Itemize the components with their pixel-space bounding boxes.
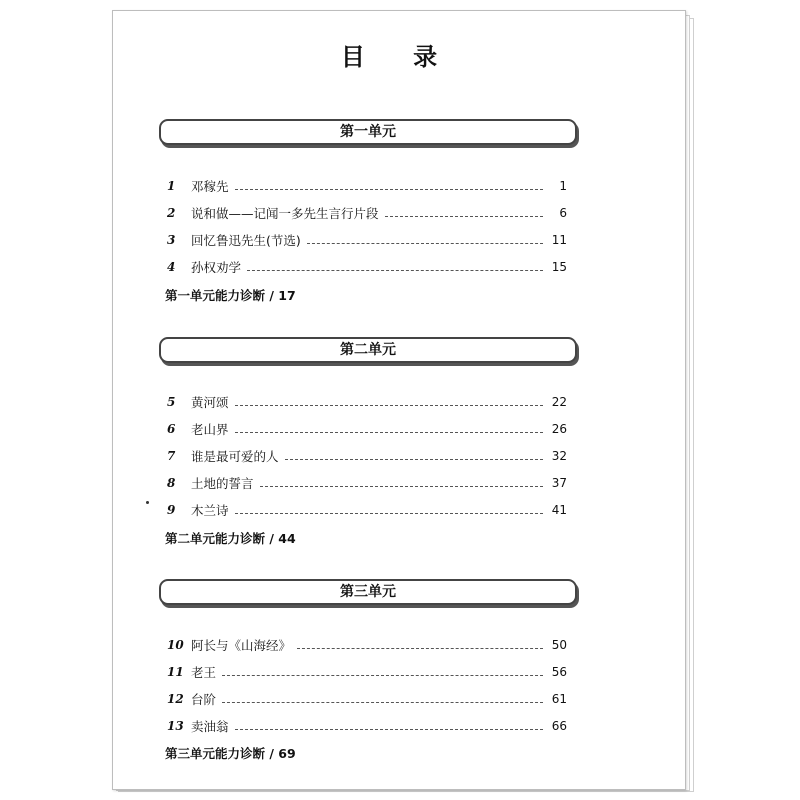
entry-page: 26 bbox=[551, 422, 567, 436]
dot-leader bbox=[260, 486, 543, 487]
toc-entry-11[interactable] bbox=[167, 663, 567, 681]
entry-page: 32 bbox=[551, 449, 567, 463]
entry-page: 66 bbox=[551, 719, 567, 733]
entry-title: 黄河颂 bbox=[191, 395, 229, 410]
entry-number: 2 bbox=[167, 206, 176, 220]
entry-number: 9 bbox=[167, 503, 176, 517]
entry-title: 老王 bbox=[191, 665, 217, 680]
entry-number: 7 bbox=[167, 449, 176, 463]
unit-2-header: 第二单元 bbox=[159, 337, 577, 363]
entry-page: 50 bbox=[551, 638, 567, 652]
unit-1-diagnosis[interactable]: 第一单元能力诊断 / 17 bbox=[165, 288, 296, 303]
dot-leader bbox=[235, 729, 543, 730]
entry-title: 回忆鲁迅先生(节选) bbox=[191, 233, 301, 248]
entry-number: 5 bbox=[167, 395, 176, 409]
toc-entry-1[interactable] bbox=[167, 177, 567, 195]
entry-title: 阿长与《山海经》 bbox=[191, 638, 292, 653]
entry-title: 说和做——记闻一多先生言行片段 bbox=[191, 206, 379, 221]
dot-leader bbox=[385, 216, 543, 217]
entry-page: 37 bbox=[551, 476, 567, 490]
entry-title: 谁是最可爱的人 bbox=[191, 449, 279, 464]
entry-number: 1 bbox=[167, 179, 176, 193]
dot-leader bbox=[235, 513, 543, 514]
entry-title: 土地的誓言 bbox=[191, 476, 254, 491]
entry-number: 11 bbox=[167, 665, 184, 679]
toc-entry-7[interactable] bbox=[167, 447, 567, 465]
page-title: 目 录 bbox=[340, 43, 458, 71]
entry-number: 4 bbox=[167, 260, 176, 274]
entry-number: 13 bbox=[167, 719, 184, 733]
unit-1-header: 第一单元 bbox=[159, 119, 577, 145]
entry-title: 孙权劝学 bbox=[191, 260, 242, 275]
toc-entry-8[interactable] bbox=[167, 474, 567, 492]
print-speck bbox=[146, 501, 149, 504]
toc-entry-5[interactable] bbox=[167, 393, 567, 411]
dot-leader bbox=[235, 405, 543, 406]
toc-entry-9[interactable] bbox=[167, 501, 567, 519]
toc-entry-13[interactable] bbox=[167, 717, 567, 735]
entry-title: 老山界 bbox=[191, 422, 229, 437]
dot-leader bbox=[222, 675, 543, 676]
entry-page: 6 bbox=[559, 206, 567, 220]
entry-number: 8 bbox=[167, 476, 176, 490]
entry-page: 15 bbox=[551, 260, 567, 274]
dot-leader bbox=[235, 432, 543, 433]
entry-page: 22 bbox=[551, 395, 567, 409]
entry-page: 41 bbox=[551, 503, 567, 517]
unit-3-header: 第三单元 bbox=[159, 579, 577, 605]
dot-leader bbox=[297, 648, 543, 649]
entry-title: 邓稼先 bbox=[191, 179, 229, 194]
toc-entry-4[interactable] bbox=[167, 258, 567, 276]
entry-number: 12 bbox=[167, 692, 184, 706]
entry-page: 61 bbox=[551, 692, 567, 706]
entry-page: 11 bbox=[551, 233, 567, 247]
dot-leader bbox=[235, 189, 543, 190]
entry-title: 台阶 bbox=[191, 692, 217, 707]
dot-leader bbox=[307, 243, 543, 244]
toc-entry-6[interactable] bbox=[167, 420, 567, 438]
entry-title: 卖油翁 bbox=[191, 719, 229, 734]
entry-number: 10 bbox=[167, 638, 184, 652]
dot-leader bbox=[222, 702, 543, 703]
entry-number: 6 bbox=[167, 422, 176, 436]
entry-title: 木兰诗 bbox=[191, 503, 229, 518]
unit-3-diagnosis[interactable]: 第三单元能力诊断 / 69 bbox=[165, 746, 296, 761]
toc-entry-2[interactable] bbox=[167, 204, 567, 222]
toc-entry-12[interactable] bbox=[167, 690, 567, 708]
dot-leader bbox=[247, 270, 543, 271]
toc-entry-3[interactable] bbox=[167, 231, 567, 249]
dot-leader bbox=[285, 459, 543, 460]
unit-2-diagnosis[interactable]: 第二单元能力诊断 / 44 bbox=[165, 531, 296, 546]
book-page bbox=[112, 10, 686, 790]
toc-entry-10[interactable] bbox=[167, 636, 567, 654]
entry-number: 3 bbox=[167, 233, 176, 247]
entry-page: 1 bbox=[559, 179, 567, 193]
entry-page: 56 bbox=[551, 665, 567, 679]
